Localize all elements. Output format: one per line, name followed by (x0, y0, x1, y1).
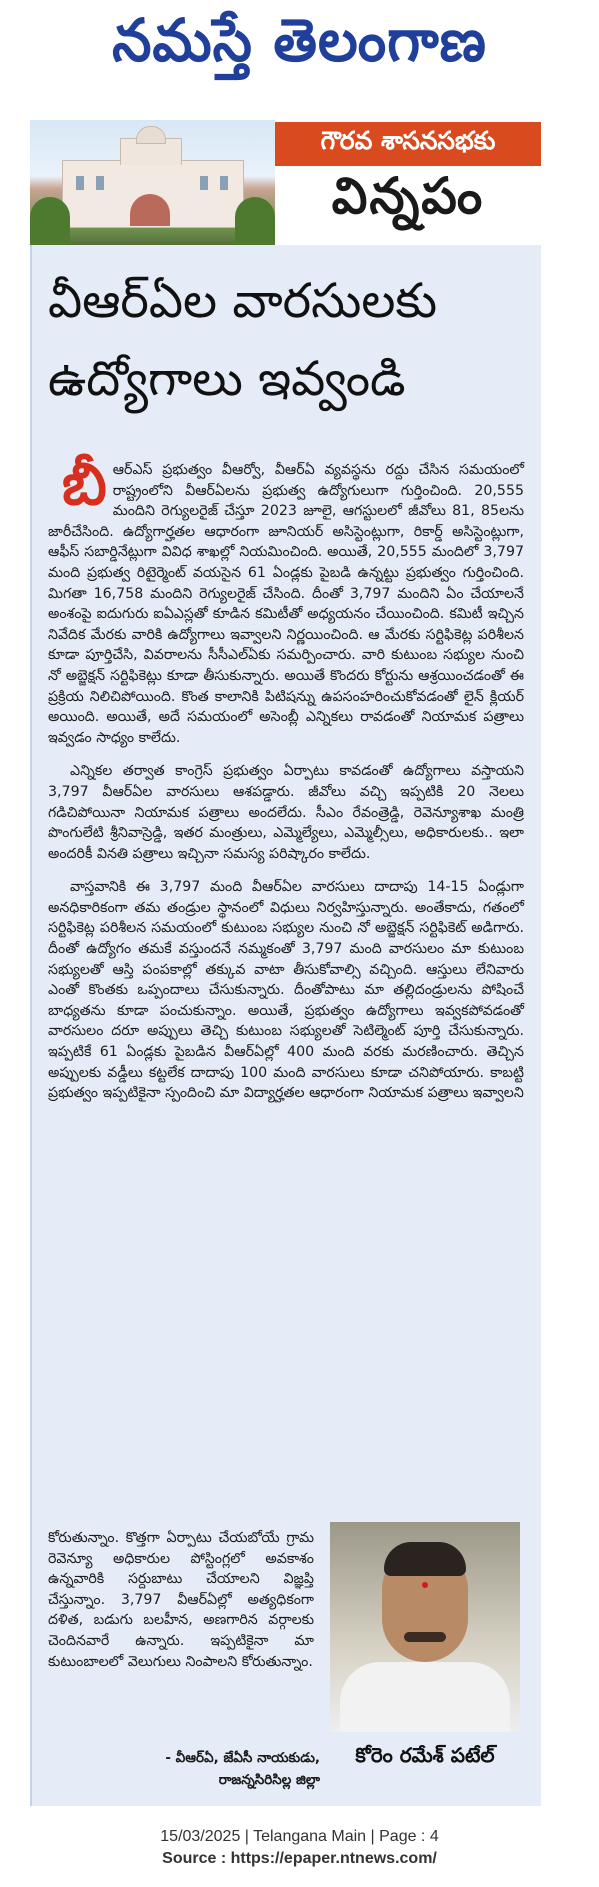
photo-caption: కోరెం రమేశ్ పటేల్ (355, 1742, 495, 1767)
window (96, 176, 104, 190)
footer (0, 1826, 599, 1870)
banner-top (275, 122, 541, 166)
banner-top-text: గౌరవ శాసనసభకు (320, 126, 496, 155)
banner-bottom-text: విన్నపం (331, 166, 485, 225)
signoff-line-2: రాజన్నసిరిసిల్ల జిల్లా (218, 1772, 320, 1788)
window (200, 176, 208, 190)
footer-source: Source : https://epaper.ntnews.com/ (162, 1850, 437, 1867)
article-body (48, 450, 524, 1117)
signoff-line-1: - వీఆర్ఏ, జేఏసీ నాయకుడు, (165, 1750, 320, 1766)
paragraph-1 (48, 450, 524, 748)
signoff (100, 1747, 320, 1791)
mustache (404, 1632, 446, 1642)
shirt (340, 1662, 510, 1732)
masthead-title: నమస్తే తెలంగాణ (112, 5, 487, 75)
paragraph-2: ఎన్నికల తర్వాత కాంగ్రెస్ ప్రభుత్వం ఏర్పాటు కావడంతో ఉద్యోగాలు వస్తాయని 3,797 వీఆర్ఏల వారసులు ఆశపడ్డారు. జీవోలు వచ్చి ఇప్పటికి 20 నెలలు గడిచిపోయినా నియామక పత్రాలు అందలేదు. సీఎం రేవంత్రెడ్డి, రెవెన్యూశాఖ మంత్రి పొంగులేటి శ్రీనివాస్రెడ్డి, ఇతర మంత్రులు, ఎమ్మెల్యేలు, ఎమ్మెల్సీలు, అధికారులకు.. ఇలా అందరికీ వినతి పత్రాలు ఇచ్చినా సమస్య పరిష్కారం కాలేదు. (48, 763, 524, 862)
banner-badge (275, 120, 541, 245)
author-photo (330, 1522, 520, 1732)
assembly-dome (136, 126, 166, 144)
headline-line-1: వీఆర్ఏల వారసులకు (48, 273, 438, 329)
paragraph-4: కోరుతున్నాం. కొత్తగా ఏర్పాటు చేయబోయే గ్రామ రెవెన్యూ అధికారుల పోస్టింగ్లలో అవకాశం ఉన్నవారికి సర్దుబాటు చేయాలని విజ్ఞప్తి చేస్తున్నాం. 3,797 వీఆర్ఏల్లో అత్యధికంగా దళిత, బడుగు బలహీన, అణగారిన వర్గాలకు చెందినవారే ఉన్నారు. ఇప్పటికైనా మా కుటుంబాలలో వెలుగులు నింపాలని కోరుతున్నాం. (48, 1530, 314, 1670)
footer-date: 15/03/2025 | Telangana Main | Page : 4 (160, 1828, 439, 1845)
banner (30, 120, 541, 245)
window (220, 176, 228, 190)
drop-cap: బీ (62, 450, 107, 518)
tilak (422, 1582, 428, 1588)
hair (384, 1542, 466, 1576)
paragraph-3: వాస్తవానికి ఈ 3,797 మంది వీఆర్ఏల వారసులు దాదాపు 14-15 ఏండ్లుగా అనధికారికంగా తమ తండ్రుల స్థానంలో విధులు నిర్వహిస్తున్నారు. అంతేకాదు, గతంలో సర్టిఫికెట్ల పరిశీలన సమయంలో కుటుంబ సభ్యుల నుంచి నో అబ్జెక్షన్ సర్టిఫికెట్ అడిగారు. దీంతో ఉద్యోగం తమకే వస్తుందనే నమ్మకంతో 3,797 మంది వారసులం మా కుటుంబ సభ్యులతో ఆస్తి పంపకాల్లో తక్కువ వాటా తీసుకోవాల్సి వచ్చింది. ఆస్తులు లేనివారు ఎంతో కొంతకు ఒప్పందాలు చేసుకున్నారు. దీంతోపాటు మా తల్లిదండ్రులను పోషించే బాధ్యతను కూడా పంచుకున్నాం. అయితే, ప్రభుత్వం ఉద్యోగాలు ఇవ్వకపోవడంతో వారసులం దరూ అప్పులు తెచ్చి కుటుంబ సభ్యులతో సెటిల్మెంట్ పూర్తి చేసుకున్నారు. ఇప్పటికే 61 ఏండ్లకు పైబడిన వీఆర్ఏల్లో 400 మంది వరకు మరణించారు. తెచ్చిన అప్పులకు వడ్డీలు కట్టలేక దాదాపు 100 మంది వారసులు కూడా చనిపోయారు. కాబట్టి ప్రభుత్వం ఇప్పటికైనా స్పందించి మా విద్యార్హతల ఆధారంగా నియామక పత్రాలు ఇవ్వాలని (48, 879, 524, 1102)
assembly-arch (130, 194, 170, 226)
tree (235, 197, 275, 245)
headline (48, 262, 528, 418)
headline-line-2: ఉద్యోగాలు ఇవ్వండి (48, 351, 406, 407)
assembly-photo (30, 120, 275, 245)
banner-bottom (275, 166, 541, 238)
window (76, 176, 84, 190)
tree (30, 197, 70, 245)
masthead (0, 0, 599, 95)
paragraph-1-text: ఆర్ఎస్ ప్రభుత్వం వీఆర్వో, వీఆర్ఏ వ్యవస్థను రద్దు చేసిన సమయంలో రాష్ట్రంలోని వీఆర్ఏలను ప్రభుత్వ ఉద్యోగులుగా గుర్తించింది. 20,555 మందిని రెగ్యులరైజ్ చేస్తూ 2023 జూలై, ఆగస్టులలో జీవోలు 81, 85లను జారీచేసింది. ఉద్యోగార్హతల ఆధారంగా జూనియర్ అసిస్టెంట్లుగా, రికార్డ్ అసిస్టెంట్లుగా, ఆఫీస్ సబార్డినేట్లుగా వివిధ శాఖల్లో నియమించింది. అయితే, 20,555 మందిలో 3,797 మంది ప్రభుత్వ రిటైర్మెంట్ వయసైన 61 ఏండ్లకు పైబడి ఉన్నట్టు ప్రభుత్వం గుర్తించింది. మిగతా 16,758 మందిని రెగ్యులరైజ్ చేసింది. దీంతో 3,797 మందిని ఏం చేయాలనే అంశంపై ఐదుగురు ఐఏఎస్లతో కూడిన కమిటీతో అధ్యయనం చేయించింది. కమిటీ ఇచ్చిన నివేదిక మేరకు వారికి ఉద్యోగాలు ఇవ్వాలని నిర్ణయించింది. ఆ మేరకు సర్టిఫికెట్ల పరిశీలన కూడా పూర్తిచేసి, వివరాలను సీసీఎల్ఏకు సమర్పించారు. వారి కుటుంబ సభ్యుల నుంచి నో అబ్జెక్షన్ సర్టిఫికెట్లు కూడా తీసుకున్నారు. అయితే కొందరు కోర్టును ఆశ్రయించడంతో ఈ ప్రక్రియ నిలిచిపోయింది. కొంత కాలానికి పిటిషన్ను ఉపసంహరించుకోవడంతో లైన్ క్లియర్ అయింది. అయితే, అదే సమయంలో అసెంబ్లీ ఎన్నికలు రావడంతో నియామక పత్రాలు ఇవ్వడం సాధ్యం కాలేదు. (48, 462, 524, 746)
